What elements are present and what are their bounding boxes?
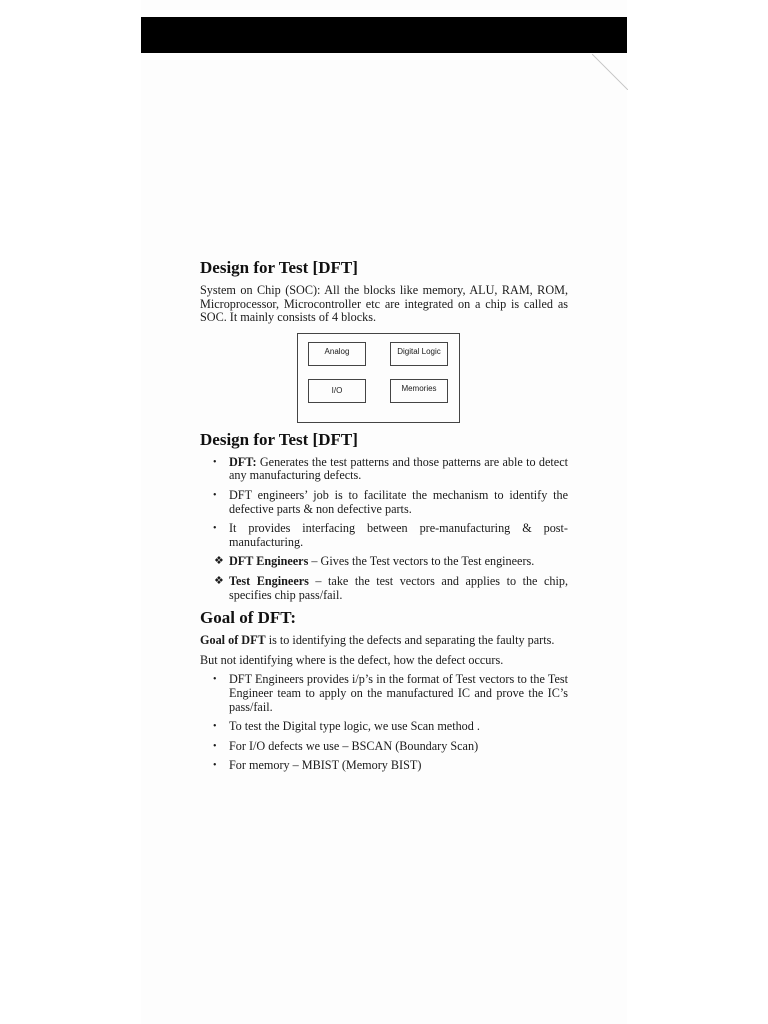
section-heading-soc: Design for Test [DFT]: [200, 258, 358, 277]
section-heading-goal: Goal of DFT:: [200, 608, 297, 628]
goal-note: But not identifying where is the defect, how the defect occurs.: [200, 652, 504, 667]
goal-paragraph: Goal of DFT is to identifying the defects and separating the faulty parts.: [200, 633, 555, 648]
block-digital-logic: Digital Logic: [390, 342, 448, 366]
block-io: I/O: [308, 379, 366, 403]
top-black-bar: [141, 17, 627, 53]
list-item: • To test the Digital type logic, we use Scan method .: [213, 719, 480, 734]
list-item: • DFT: Generates the test patterns and those patterns are able to detect any manufacturing defects.: [213, 454, 568, 483]
block-memories: Memories: [390, 379, 448, 403]
page-fold-mark: [592, 54, 628, 90]
list-item: ❖ Test Engineers – take the test vectors and applies to the chip, specifies chip pass/fail.: [214, 573, 569, 602]
list-item: • For memory – MBIST (Memory BIST): [213, 758, 422, 773]
soc-intro-paragraph: System on Chip (SOC): All the blocks like memory, ALU, RAM, ROM, Microprocessor, Microcontroller etc are integrated on a chip is called as SOC. It mainly consists of 4 blocks.: [200, 283, 568, 325]
soc-block-diagram: [297, 333, 460, 423]
list-item: • For I/O defects we use – BSCAN (Boundary Scan): [213, 738, 479, 753]
section-heading-dft: Design for Test [DFT]: [200, 429, 358, 449]
dft-bullet-list: [200, 456, 568, 602]
block-analog: Analog: [308, 342, 366, 366]
list-item: • DFT engineers’ job is to facilitate the mechanism to identify the defective parts & non defective parts.: [213, 487, 568, 516]
list-item: • It provides interfacing between pre-manufacturing & post-manufacturing.: [213, 521, 568, 549]
document-content: [200, 258, 568, 779]
goal-bullet-list: [200, 673, 568, 773]
list-item: • DFT Engineers provides i/p’s in the format of Test vectors to the Test Engineer team to apply on the manufactured IC and prove the IC’s pass/fail.: [213, 672, 568, 714]
list-item: ❖ DFT Engineers – Gives the Test vectors to the Test engineers.: [214, 554, 535, 569]
